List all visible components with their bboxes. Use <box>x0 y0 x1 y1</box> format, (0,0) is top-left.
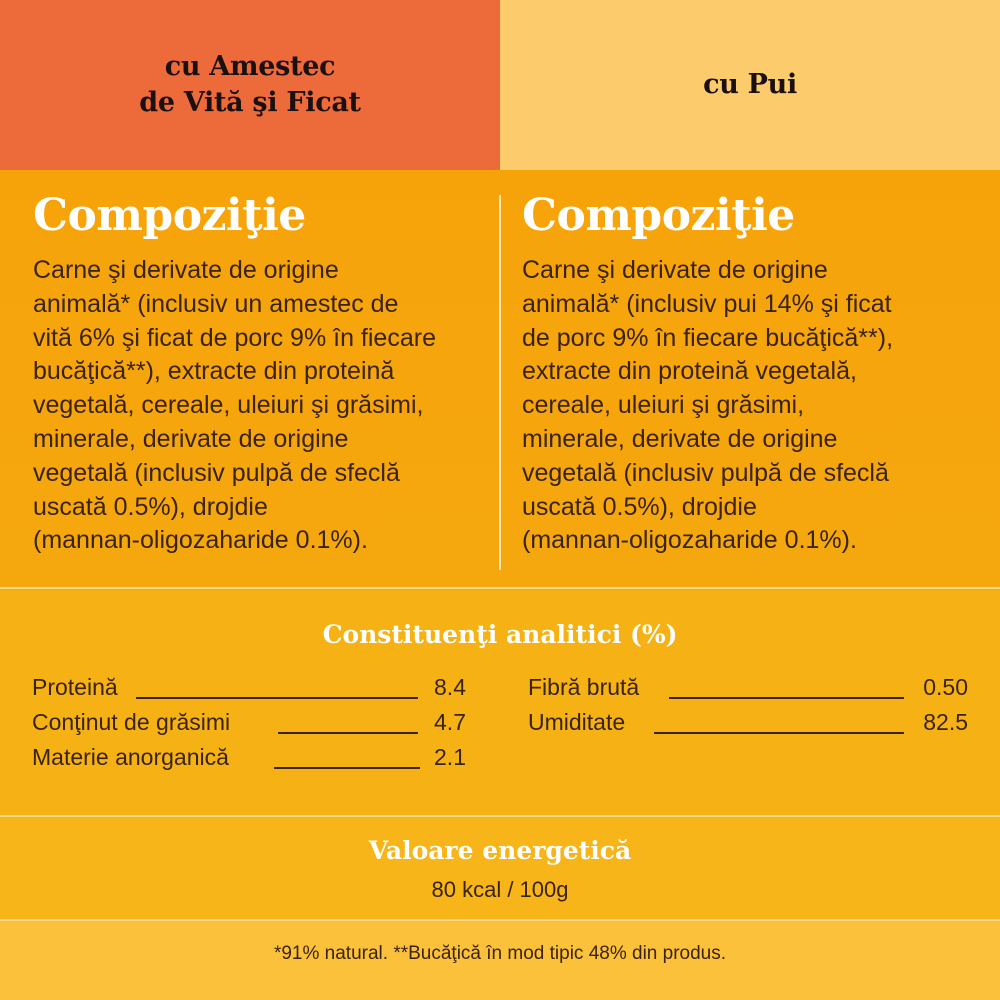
composition-title-left: Compoziţie <box>33 190 306 241</box>
analytic-label: Conţinut de grăsimi <box>32 709 231 735</box>
energy-title: Valoare energetică <box>368 836 632 865</box>
analytic-label: Proteină <box>32 674 118 700</box>
leader-line <box>274 767 420 769</box>
leader-line <box>669 697 904 699</box>
energy-panel <box>0 817 1000 919</box>
footnote: *91% natural. **Bucăţică în mod tipic 48% din produs. <box>273 943 727 964</box>
analytic-value: 2.1 <box>434 744 466 770</box>
variant-title-chicken: cu Pui <box>703 69 797 100</box>
analytic-value: 8.4 <box>434 674 466 700</box>
composition-text-left: Carne şi derivate de origine animală* (inclusiv un amestec de vită 6% şi ficat de porc 9% în fiecare bucăţică**), extracte din proteină vegetală, cereale, uleiuri şi grăsimi, minerale, derivate de origine vegetală (inclusiv pulpă de sfeclă uscată 0.5%), drojdie (mannan-oligozaharide 0.1%). <box>33 256 436 555</box>
header-variant-beef-liver <box>0 0 500 170</box>
analytic-row <box>528 709 968 739</box>
analytic-label: Umiditate <box>528 709 626 735</box>
analytic-value: 0.50 <box>923 674 968 700</box>
leader-line <box>278 732 418 734</box>
analytic-value: 4.7 <box>434 709 466 735</box>
leader-line <box>654 732 904 734</box>
analytic-label: Materie anorganică <box>32 744 229 770</box>
analytic-row <box>32 744 466 774</box>
composition-text-right: Carne şi derivate de origine animală* (inclusiv pui 14% şi ficat de porc 9% în fiecare bucăţică**), extracte din proteină vegetală, cereale, uleiuri şi grăsimi, minerale, derivate de origine vegetală (inclusiv pulpă de sfeclă uscată 0.5%), drojdie (mannan-oligozaharide 0.1%). <box>522 256 894 555</box>
analytic-row <box>528 674 968 704</box>
composition-title-right: Compoziţie <box>522 190 795 241</box>
analytic-value: 82.5 <box>923 709 968 735</box>
column-divider <box>499 195 501 570</box>
variant-title-beef-liver: cu Amestec de Vită şi Ficat <box>139 51 361 118</box>
leader-line <box>136 697 418 699</box>
divider-line <box>0 587 1000 589</box>
header-variant-chicken <box>500 0 1000 170</box>
analytic-label: Fibră brută <box>528 674 640 700</box>
analytic-row <box>32 674 466 704</box>
analytic-row <box>32 709 466 739</box>
energy-value: 80 kcal / 100g <box>431 877 569 902</box>
analytic-title: Constituenţi analitici (%) <box>322 620 678 649</box>
